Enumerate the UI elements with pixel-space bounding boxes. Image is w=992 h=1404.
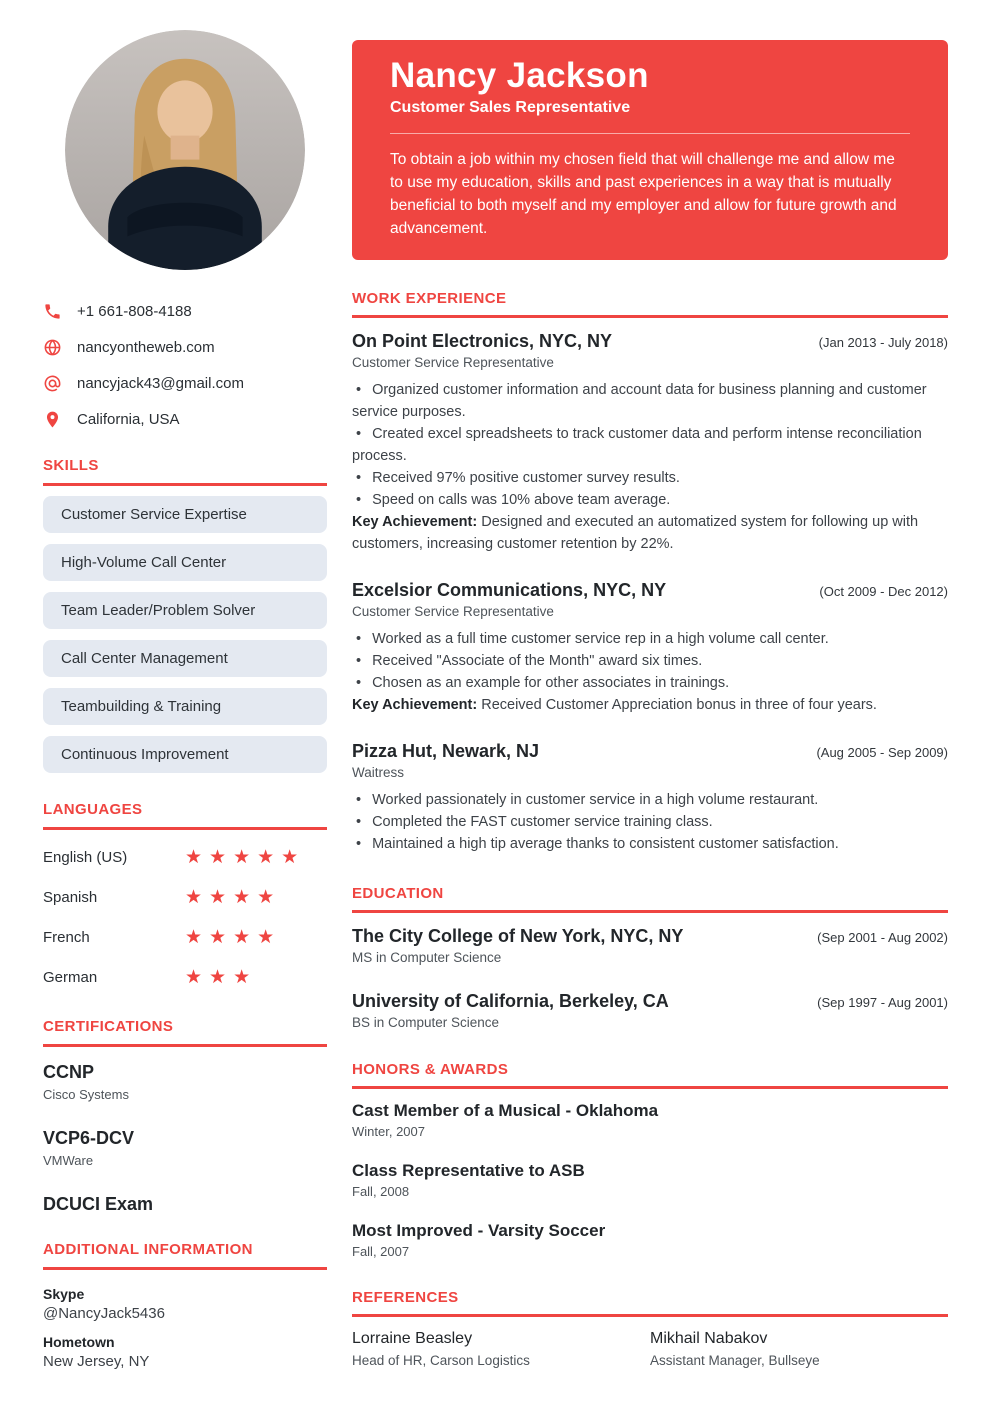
additional-info-value: New Jersey, NY [43,1353,150,1370]
skill-pill: Call Center Management [43,640,327,677]
additional-info-value: @NancyJack5436 [43,1305,165,1322]
key-achievement-text: Received Customer Appreciation bonus in three of four years. [481,697,877,713]
certifications-heading: CERTIFICATIONS [43,1018,327,1047]
job-title: Customer Sales Representative [390,99,631,116]
languages-list [43,844,327,990]
header-card [352,40,948,260]
work-experience-section [352,290,948,855]
bullet-item: • Maintained a high tip average thanks to consistent customer satisfaction. [352,833,948,855]
languages-section [43,801,327,990]
skills-heading: SKILLS [43,457,327,486]
company-name: On Point Electronics, NYC, NY [352,331,613,351]
degree: BS in Computer Science [352,1015,500,1030]
job-entry [352,579,948,716]
language-row [43,964,327,990]
skills-section [43,457,327,773]
language-name: Spanish [43,888,98,906]
certification-org: Cisco Systems [43,1087,129,1102]
job-dates: (Jan 2013 - July 2018) [818,335,948,350]
company-name: Pizza Hut, Newark, NJ [352,741,540,761]
skill-pill: Team Leader/Problem Solver [43,592,327,629]
skill-pill: Continuous Improvement [43,736,327,773]
objective-text: To obtain a job within my chosen field that will challenge me and allow me to use my education, skills and past experiences in a way that is mutually beneficial to both myself and my employer and allow for future growth and advancement. [390,151,897,237]
star-rating: ★★★★★ [185,846,306,868]
contact-location [43,410,327,429]
bullet-item: • Worked as a full time customer service rep in a high volume call center. [352,628,948,650]
school-name: The City College of New York, NYC, NY [352,926,684,946]
bullet-item: • Completed the FAST customer service training class. [352,811,948,833]
key-achievement-label: Key Achievement: [352,514,478,530]
education-heading: EDUCATION [352,885,948,913]
header-divider [390,133,910,134]
honor-title: Most Improved - Varsity Soccer [352,1221,606,1240]
certifications-list [43,1062,327,1215]
contact-website [43,338,327,357]
certification-item [43,1194,327,1215]
contact-phone [43,302,327,321]
star-rating: ★★★ [185,966,258,988]
job-bullets [352,379,948,555]
sidebar [43,0,327,1404]
reference-name: Mikhail Nabakov [650,1330,768,1347]
references-section [352,1289,948,1368]
certifications-section [43,1018,327,1215]
job-dates: (Aug 2005 - Sep 2009) [816,745,948,760]
profile-photo [65,30,305,270]
education-dates: (Sep 2001 - Aug 2002) [817,930,948,945]
school-name: University of California, Berkeley, CA [352,991,669,1011]
phone-number: +1 661-808-4188 [77,303,192,320]
reference-entry [650,1329,948,1368]
education-entry [352,925,948,966]
bullet-item: • Chosen as an example for other associates in trainings. [352,672,948,694]
key-achievement-text: Designed and executed an automatized system for following up with customers, increasing customer retention by 22%. [352,514,919,552]
bullet-item: • Received 97% positive customer survey results. [352,467,948,489]
bullet-item: • Organized customer information and account data for business planning and customer service purposes. [352,379,948,423]
key-achievement [352,511,948,555]
additional-info-item [43,1334,327,1370]
certification-item [43,1128,327,1168]
star-rating: ★★★★ [185,926,282,948]
education-section [352,885,948,1031]
honor-date: Fall, 2008 [352,1184,410,1199]
language-name: English (US) [43,848,128,866]
languages-heading: LANGUAGES [43,801,327,830]
location-icon [43,410,62,429]
job-entry [352,740,948,855]
honors-heading: HONORS & AWARDS [352,1061,948,1089]
certification-org: VMWare [43,1153,94,1168]
additional-info-section [43,1241,327,1370]
globe-icon [43,338,62,357]
additional-info-item [43,1286,327,1322]
website-url: nancyontheweb.com [77,339,215,356]
bullet-item: • Worked passionately in customer service in a high volume restaurant. [352,789,948,811]
honor-entry [352,1221,948,1259]
certification-item [43,1062,327,1102]
additional-info-label: Skype [43,1286,85,1302]
education-dates: (Sep 1997 - Aug 2001) [817,995,948,1010]
honor-entry [352,1101,948,1139]
skills-list [43,496,327,773]
job-role: Customer Service Representative [352,604,554,619]
job-dates: (Oct 2009 - Dec 2012) [819,584,948,599]
honor-date: Winter, 2007 [352,1124,425,1139]
honor-title: Class Representative to ASB [352,1161,585,1180]
language-row [43,924,327,950]
degree: MS in Computer Science [352,950,502,965]
contact-section [43,302,327,429]
certification-title: VCP6-DCV [43,1128,135,1148]
job-role: Waitress [352,765,405,780]
bullet-item: • Speed on calls was 10% above team average. [352,489,948,511]
person-name: Nancy Jackson [390,56,649,95]
job-bullets [352,789,948,855]
skill-pill: Customer Service Expertise [43,496,327,533]
reference-role: Assistant Manager, Bullseye [650,1353,820,1368]
job-header [352,579,948,601]
bullet-item: • Received "Associate of the Month" award six times. [352,650,948,672]
education-entry [352,990,948,1031]
references-list [352,1329,948,1368]
at-icon [43,374,62,393]
honor-date: Fall, 2007 [352,1244,410,1259]
location-text: California, USA [77,411,180,428]
job-header [352,330,948,352]
main-column [352,0,948,1404]
additional-info-heading: ADDITIONAL INFORMATION [43,1241,327,1270]
reference-entry [352,1329,650,1368]
email-address: nancyjack43@gmail.com [77,375,244,392]
language-row [43,844,327,870]
job-bullets [352,628,948,716]
job-entry [352,330,948,555]
bullet-item: • Created excel spreadsheets to track customer data and perform intense reconciliation process. [352,423,948,467]
key-achievement-label: Key Achievement: [352,697,478,713]
skill-pill: Teambuilding & Training [43,688,327,725]
language-name: French [43,928,90,946]
language-row [43,884,327,910]
additional-info-list [43,1286,327,1370]
contact-email [43,374,327,393]
star-rating: ★★★★ [185,886,282,908]
reference-role: Head of HR, Carson Logistics [352,1353,530,1368]
honors-section [352,1061,948,1259]
skill-pill: High-Volume Call Center [43,544,327,581]
profile-photo-illustration [65,30,305,270]
honor-entry [352,1161,948,1199]
additional-info-label: Hometown [43,1334,115,1350]
work-experience-heading: WORK EXPERIENCE [352,290,948,318]
key-achievement [352,694,948,716]
education-header [352,990,948,1012]
language-name: German [43,968,98,986]
certification-title: DCUCI Exam [43,1194,154,1214]
phone-icon [43,302,62,321]
certification-title: CCNP [43,1062,95,1082]
job-role: Customer Service Representative [352,355,554,370]
job-header [352,740,948,762]
company-name: Excelsior Communications, NYC, NY [352,580,667,600]
reference-name: Lorraine Beasley [352,1330,473,1347]
references-heading: REFERENCES [352,1289,948,1317]
education-header [352,925,948,947]
honor-title: Cast Member of a Musical - Oklahoma [352,1101,659,1120]
